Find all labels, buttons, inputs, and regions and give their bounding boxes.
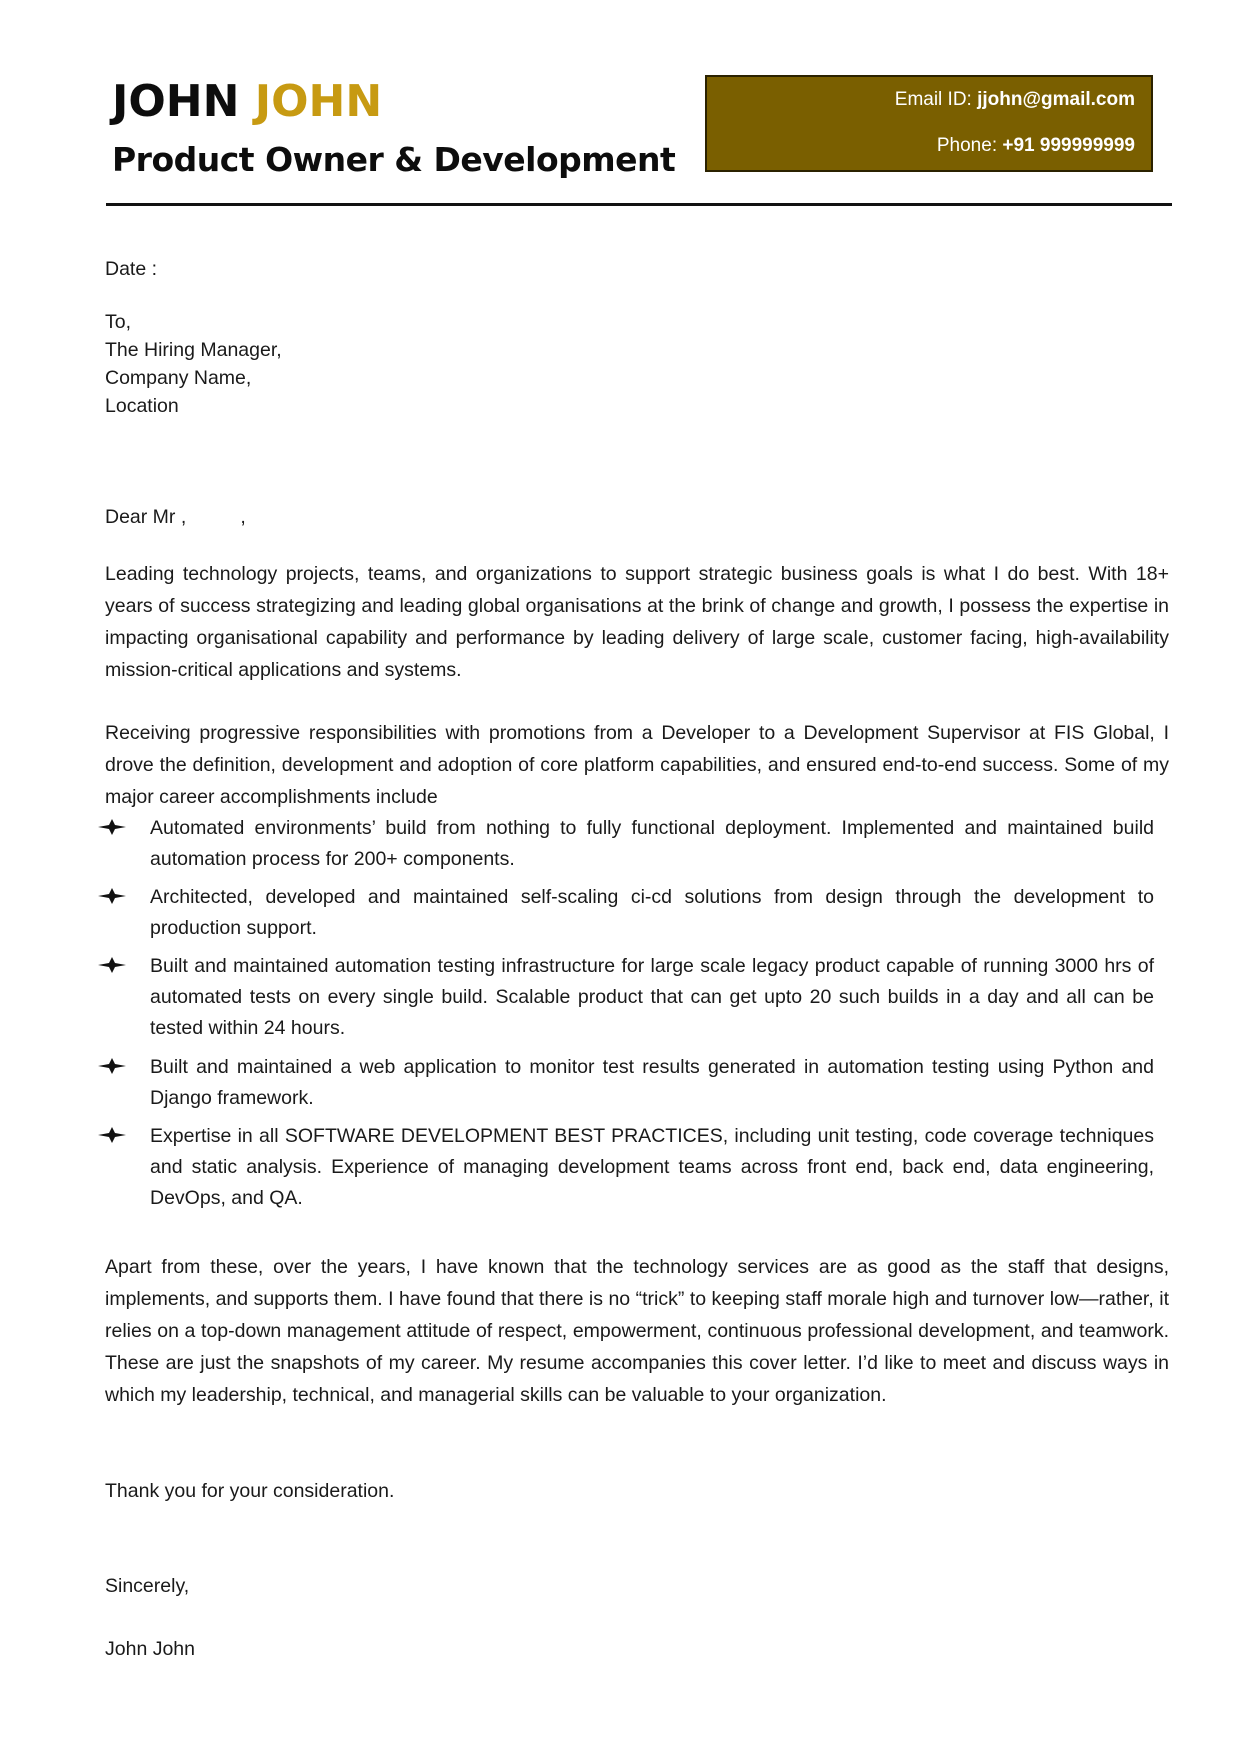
address-line: To, [105,311,132,333]
phone-line [937,133,1135,159]
paragraph-closing: Apart from these, over the years, I have known that the technology services are as good as the staff that designs, implements, and supports them. I have found that there is no “trick” to keeping staff morale high and turnover low—rather, it relies on a top-down management attitude of respect, empowerment, continuous professional development, and teamwork. These are just the snapshots of my career. My resume accompanies this cover letter. I’d like to meet and discuss ways in which my leadership, technical, and managerial skills can be valuable to your organization. [105,1256,1169,1406]
list-item-text: Automated environments’ build from nothing to fully functional deployment. Implemented and maintained build automation process for 200+ components. [150,817,1154,870]
paragraph-career: Receiving progressive responsibilities with promotions from a Developer to a Development Supervisor at FIS Global, I drove the definition, development and adoption of core platform capabilities, and ensured end-to-end success. Some of my major career accomplishments include [105,722,1169,808]
contact-box [705,75,1153,172]
paragraph-intro: Leading technology projects, teams, and organizations to support strategic business goals is what I do best. With 18+ years of success strategizing and leading global organisations at the brink of change and growth, I possess the expertise in impacting organisational capability and performance by leading delivery of large scale, customer facing, high-availability mission-critical applications and systems. [105,563,1169,681]
list-item-text: Expertise in all SOFTWARE DEVELOPMENT BEST PRACTICES, including unit testing, code coverage techniques and static analysis. Experience of managing development teams across front end, back end, data engineering, DevOps, and QA. [150,1125,1154,1209]
phone-value: +91 999999999 [1002,135,1135,156]
star-bullet-icon [98,819,126,835]
star-bullet-icon [98,957,126,973]
email-value: jjohn@gmail.com [977,89,1135,110]
address-line: Location [105,395,179,417]
address-line: The Hiring Manager, [105,339,282,361]
thanks-line: Thank you for your consideration. [105,1480,395,1502]
salutation: Dear Mr , , [105,506,246,528]
date-line: Date : [105,258,158,280]
last-name: JOHN [254,76,383,127]
phone-label: Phone: [936,135,1003,156]
star-bullet-icon [98,1127,126,1143]
address-line: Company Name, [105,367,252,389]
header-divider [106,203,1172,206]
star-bullet-icon [98,888,126,904]
first-name: JOHN [112,76,240,127]
job-title: Product Owner & Development [112,140,676,179]
email-label: Email ID: [894,89,978,110]
list-item-text: Architected, developed and maintained self-scaling ci-cd solutions from design through the development to production support. [150,886,1154,939]
star-bullet-icon [98,1058,126,1074]
applicant-name [112,72,382,132]
list-item-text: Built and maintained a web application to monitor test results generated in automation testing using Python and Django framework. [150,1056,1154,1109]
closing-line: Sincerely, [105,1575,190,1597]
signature: John John [105,1638,195,1660]
list-item-text: Built and maintained automation testing infrastructure for large scale legacy product capable of running 3000 hrs of automated tests on every single build. Scalable product that can get upto 20 such builds in a day and all can be tested within 24 hours. [150,955,1154,1039]
email-line [895,87,1135,113]
